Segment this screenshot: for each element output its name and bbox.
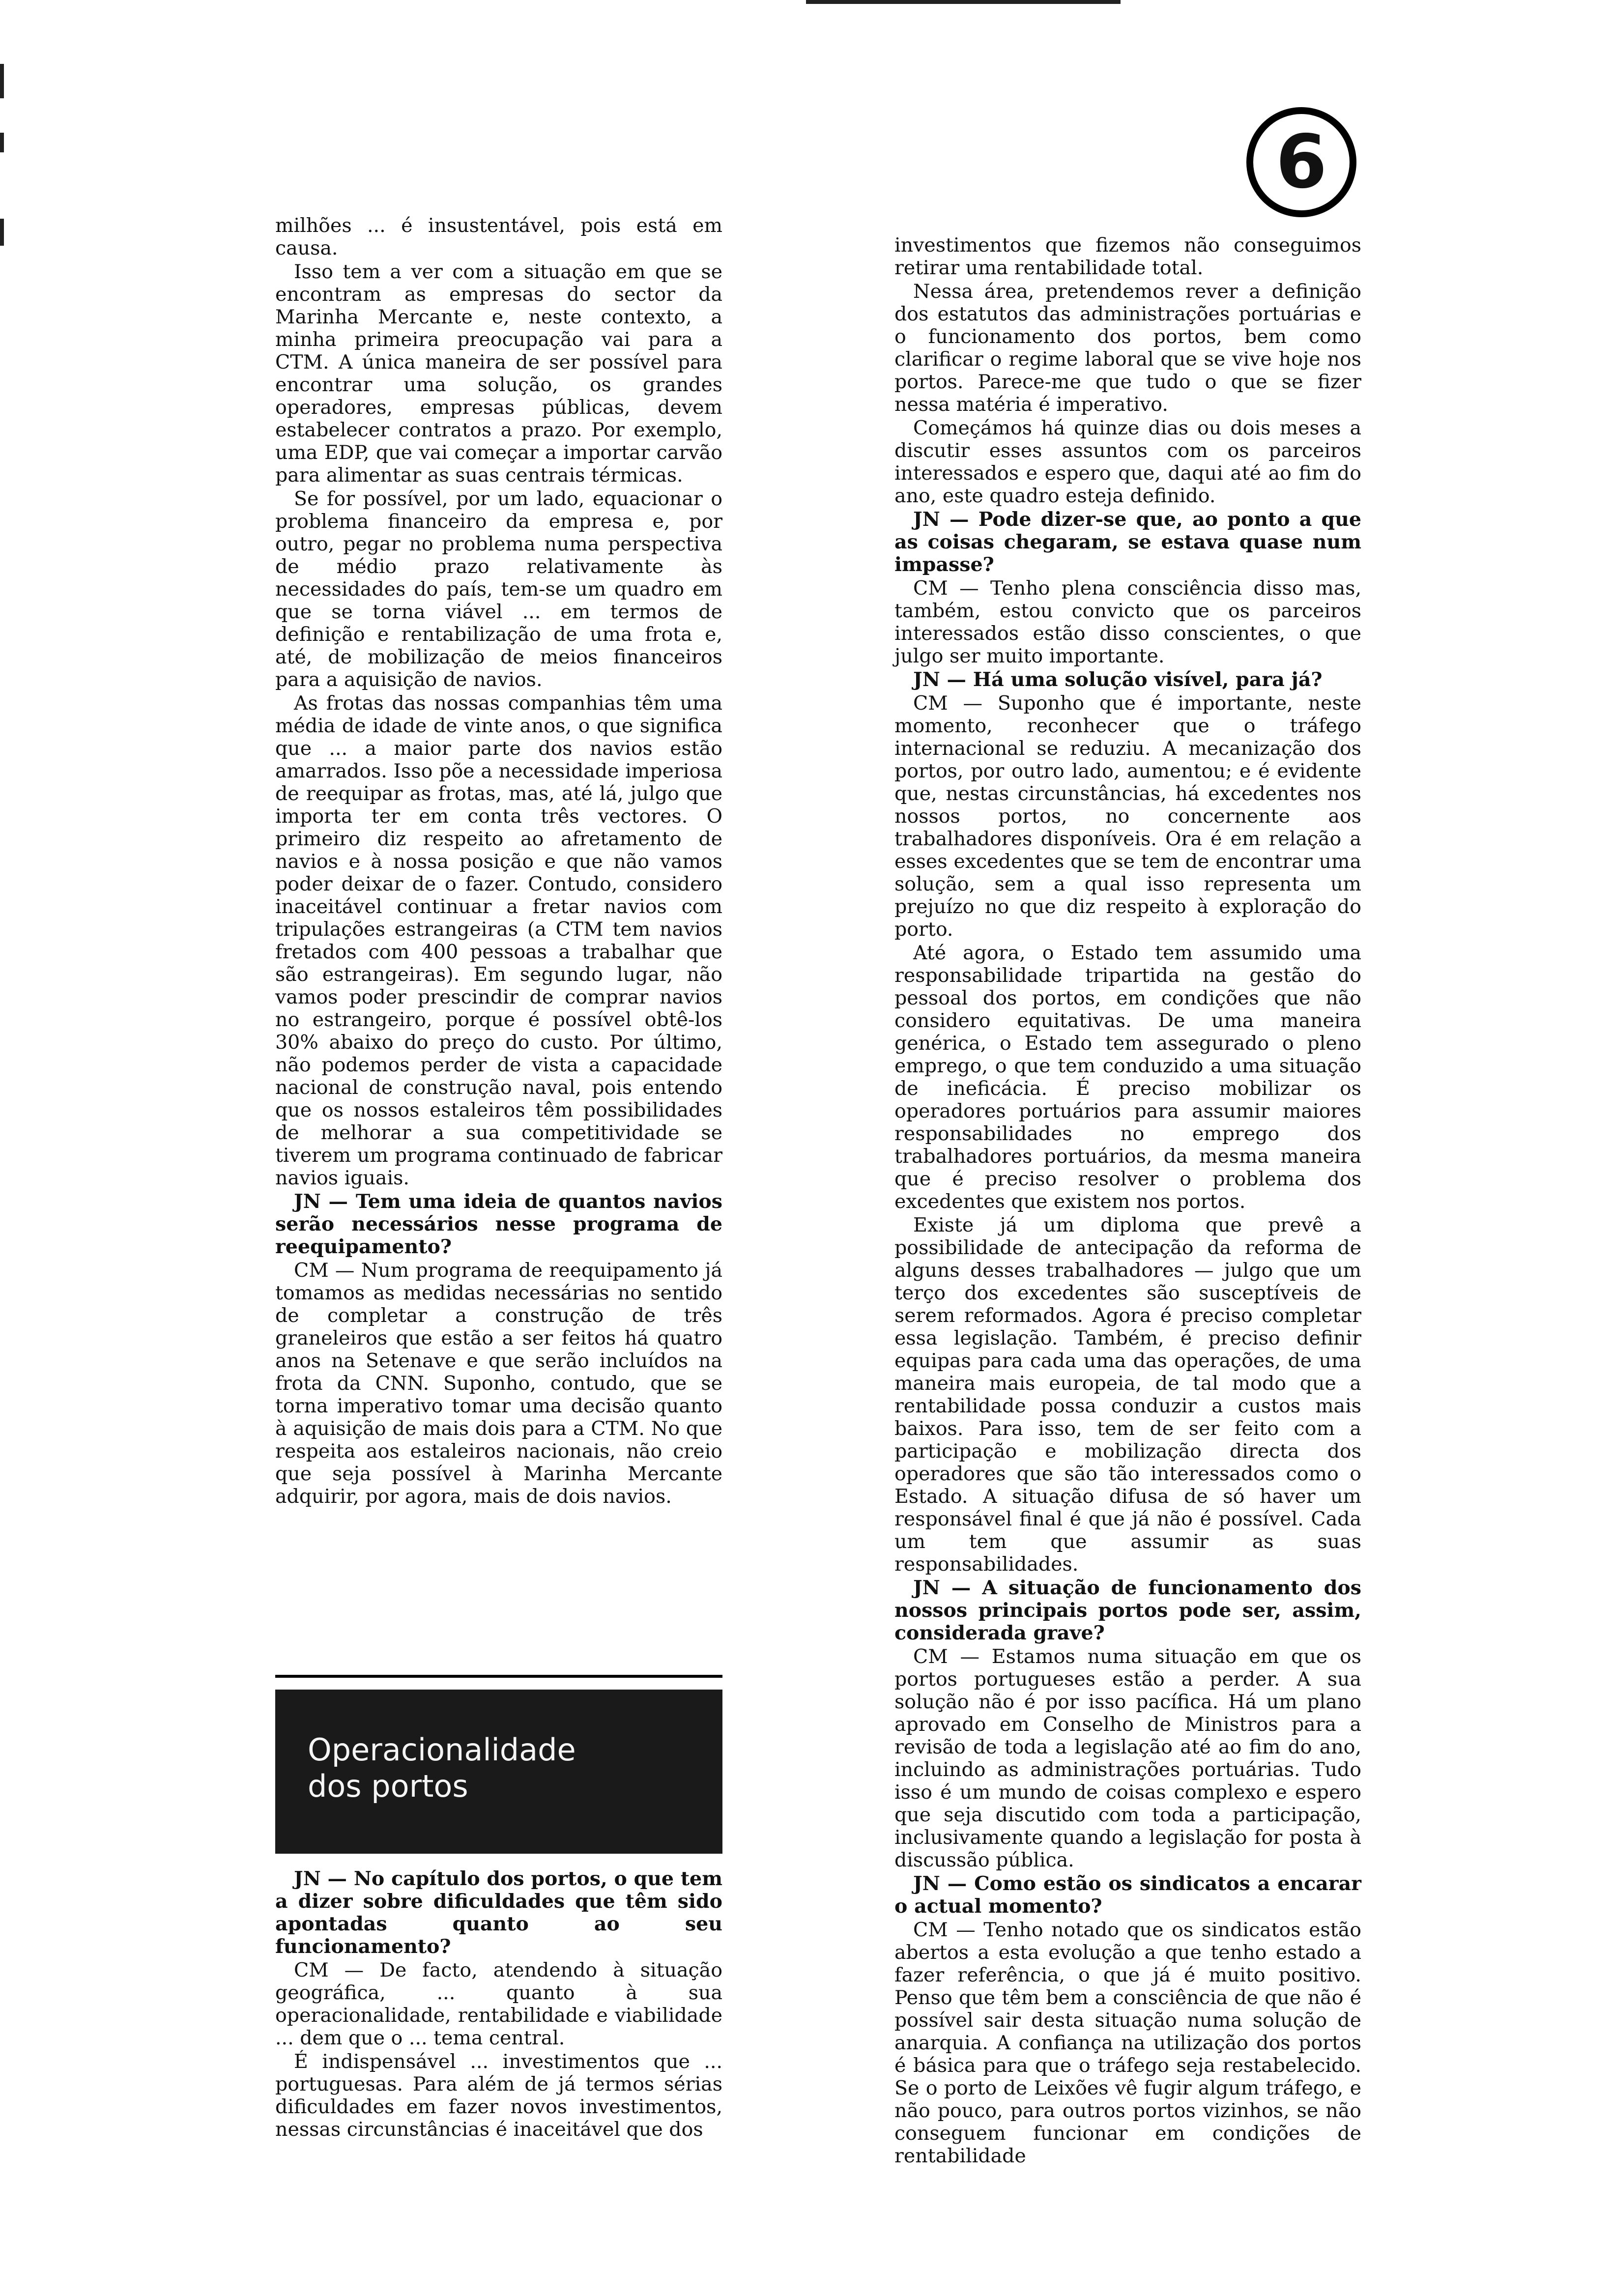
paragraph: É indispensável ... investimentos que ... portuguesas. Para além de já termos sérias dificuldades em fazer novos investimentos, nessas circunstâncias é inaceitável que dos (275, 2050, 722, 2141)
scan-edge-top (806, 0, 1121, 4)
scan-mark-left (0, 64, 4, 98)
page-number-circle (1246, 107, 1356, 217)
paragraph: Nessa área, pretendemos rever a definição dos estatutos das administrações portuárias e o funcionamento dos portos, bem como clarificar o regime laboral que se vive hoje nos portos. Parece-me que tudo o que se fizer nessa matéria é imperativo. (894, 280, 1361, 416)
paragraph: Começámos há quinze dias ou dois meses a discutir esses assuntos com os parceiros interessados e espero que, daqui até ao fim do ano, este quadro esteja definido. (894, 417, 1361, 507)
section-heading (275, 1690, 722, 1854)
heading-line-2: dos portos (308, 1768, 468, 1804)
interview-answer: CM — Estamos numa situação em que os portos portugueses estão a perder. A sua solução não é por isso pacífica. Há um plano aprovado em Conselho de Ministros para a revisão de toda a legislação até ao fim do ano, incluindo as administrações portuárias. Tudo isso é um mundo de coisas complexo e espero que seja discutido com toda a participação, inclusivamente quando a legislação for posta à discussão pública. (894, 1645, 1361, 1871)
scan-mark-left (0, 133, 4, 152)
paragraph: milhões ... é insustentável, pois está em causa. (275, 214, 722, 259)
scan-mark-left (0, 219, 4, 246)
left-column (275, 214, 722, 1509)
interview-question: JN — A situação de funcionamento dos nossos principais portos pode ser, assim, considerada grave? (894, 1577, 1361, 1644)
interview-answer: CM — Suponho que é importante, neste momento, reconhecer que o tráfego internacional se reduziu. A mecanização dos portos, por outro lado, aumentou; e é evidente que, nestas circunstâncias, há excedentes nos nossos portos, no concernente aos trabalhadores disponíveis. Ora é em relação a esses excedentes que se tem de encontrar uma solução, sem a qual isso representa um prejuízo no que diz respeito à exploração do porto. (894, 692, 1361, 941)
paragraph: As frotas das nossas companhias têm uma média de idade de vinte anos, o que significa que ... a maior parte dos navios estão amarrados. Isso põe a necessidade imperiosa de reequipar as frotas, mas, até lá, julgo que importa ter em conta três vectores. O primeiro diz respeito ao afretamento de navios e à nossa posição e que não vamos poder deixar de o fazer. Contudo, considero inaceitável continuar a fretar navios com tripulações estrangeiras (a CTM tem navios fretados com 400 pessoas a trabalhar que são estrangeiras). Em segundo lugar, não vamos poder prescindir de comprar navios no estrangeiro, porque é possível obtê-los 30% abaixo do preço do custo. Por último, não podemos perder de vista a capacidade nacional de construção naval, pois entendo que os nossos estaleiros têm possibilidades de melhorar a sua competitividade se tiverem um programa continuado de fabricar navios iguais. (275, 692, 722, 1189)
interview-answer: CM — Tenho plena consciência disso mas, também, estou convicto que os parceiros interessados estão disso conscientes, o que julgo ser muito importante. (894, 577, 1361, 667)
interview-answer: CM — Num programa de reequipamento já tomamos as medidas necessárias no sentido de completar a construção de três graneleiros que estão a ser feitos há quatro anos na Setenave e que serão incluídos na frota da CNN. Suponho, contudo, que se torna imperativo tomar uma decisão quanto à aquisição de mais dois para a CTM. No que respeita aos estaleiros nacionais, não creio que seja possível à Marinha Mercante adquirir, por agora, mais de dois navios. (275, 1259, 722, 1508)
interview-answer: CM — De facto, atendendo à situação geográfica, ... quanto à sua operacionalidade, rentabilidade e viabilidade ... dem que o ... tema central. (275, 1959, 722, 2049)
interview-question: JN — Pode dizer-se que, ao ponto a que as coisas chegaram, se estava quase num impasse? (894, 508, 1361, 576)
page-number: 6 (1275, 119, 1327, 205)
paragraph: Existe já um diploma que prevê a possibilidade de antecipação da reforma de alguns desses trabalhadores — julgo que um terço dos excedentes são susceptíveis de serem reformados. Agora é preciso completar essa legislação. Também, é preciso definir equipas para cada uma das operações, de uma maneira mais europeia, de tal modo que a rentabilidade possa conduzir a custos mais baixos. Para isso, tem de ser feito com a participação e mobilização directa dos operadores que são tão interessados como o Estado. A situação difusa de só haver um responsável final é que já não é possível. Cada um tem que assumir as suas responsabilidades. (894, 1214, 1361, 1576)
interview-answer: CM — Tenho notado que os sindicatos estão abertos a esta evolução a que tenho estado a fazer referência, o que já é muito positivo. Penso que têm bem a consciência de que não é possível sair desta situação numa solução de anarquia. A confiança na utilização dos portos é básica para que o tráfego seja restabelecido. Se o porto de Leixões vê fugir algum tráfego, e não pouco, para outros portos vizinhos, se não conseguem funcionar em condições de rentabilidade (894, 1919, 1361, 2167)
paragraph: investimentos que fizemos não conseguimos retirar uma rentabilidade total. (894, 234, 1361, 279)
interview-question: JN — No capítulo dos portos, o que tem a dizer sobre dificuldades que têm sido apontadas quanto ao seu funcionamento? (275, 1867, 722, 1958)
heading-line-1: Operacionalidade (308, 1732, 576, 1768)
paragraph: Isso tem a ver com a situação em que se encontram as empresas do sector da Marinha Mercante e, neste contexto, a minha primeira preocupação vai para a CTM. A única maneira de ser possível para encontrar uma solução, os grandes operadores, empresas públicas, devem estabelecer contratos a prazo. Por exemplo, uma EDP, que vai começar a importar carvão para alimentar as suas centrais térmicas. (275, 260, 722, 487)
interview-question: JN — Como estão os sindicatos a encarar o actual momento? (894, 1872, 1361, 1918)
section-divider (275, 1675, 722, 1678)
left-column-bottom (275, 1867, 722, 2142)
right-column (894, 234, 1361, 2168)
paragraph: Até agora, o Estado tem assumido uma responsabilidade tripartida na gestão do pessoal dos portos, em condições que não considero equitativas. De uma maneira genérica, o Estado tem assegurado o pleno emprego, o que tem conduzido a uma situação de ineficácia. É preciso mobilizar os operadores portuários para assumir maiores responsabilidades no emprego dos trabalhadores portuários, da mesma maneira que é preciso resolver o problema dos excedentes que existem nos portos. (894, 942, 1361, 1213)
interview-question: JN — Há uma solução visível, para já? (913, 668, 1323, 691)
interview-question: JN — Tem uma ideia de quantos navios serão necessários nesse programa de reequipamento? (275, 1190, 722, 1258)
paragraph: Se for possível, por um lado, equacionar o problema financeiro da empresa e, por outro, pegar no problema numa perspectiva de médio prazo relativamente às necessidades do país, tem-se um quadro em que se torna viável ... em termos de definição e rentabilização de uma frota e, até, de mobilização de meios financeiros para a aquisição de navios. (275, 488, 722, 691)
